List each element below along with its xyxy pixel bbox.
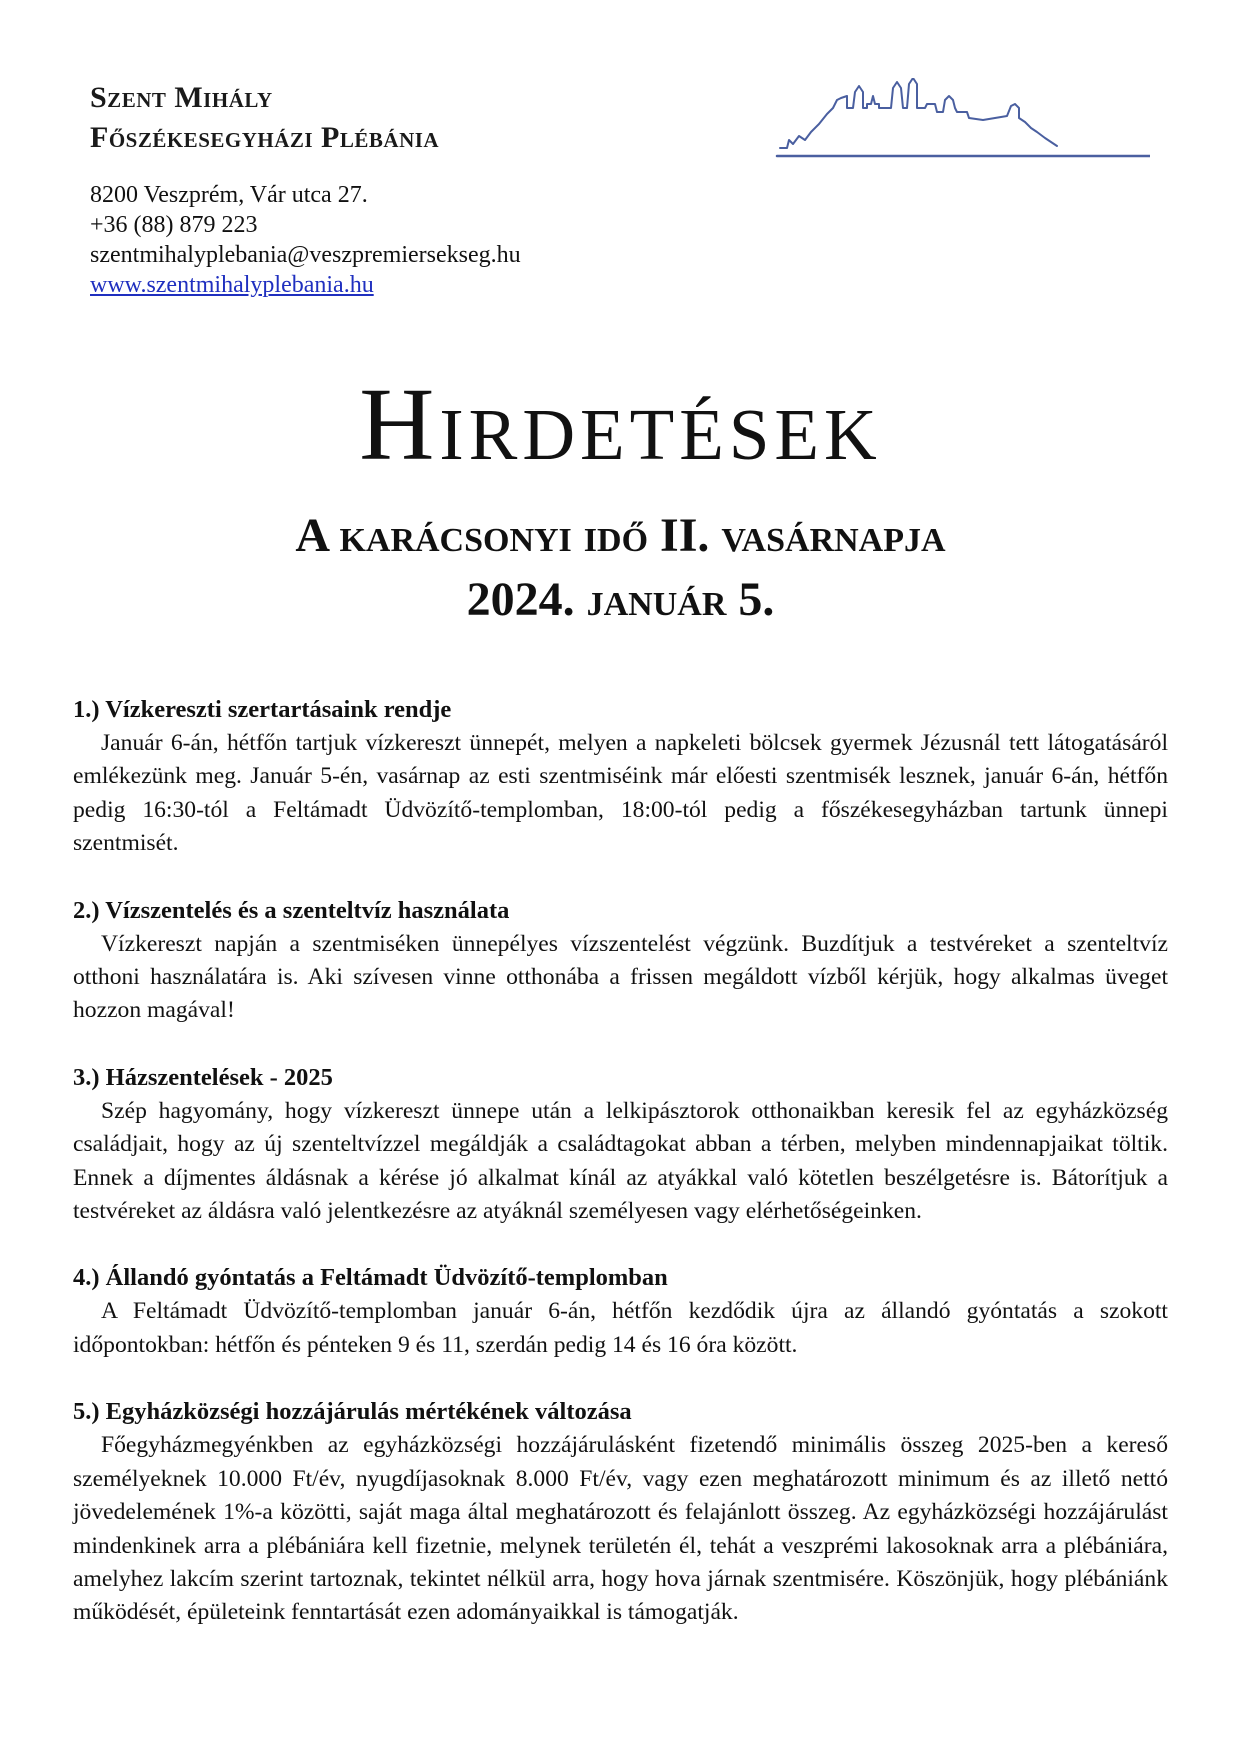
section-heading: 3.) Házszentelések - 2025: [73, 1063, 333, 1091]
section-body: Szép hagyomány, hogy vízkereszt ünnepe után a lelkipásztorok otthonaikban keresik fel az egyházközség családjait, hogy az új szenteltvízzel megáldják a családtagokat abban a térben, melyben mindennapjaikat töltik. Ennek a díjmentes áldásnak a kérése jó alkalmat kínál az atyákkal való kötetlen beszélgetésre is. Bátorítjuk a testvéreket az áldásra való jelentkezésre az atyáknál személyesen vagy elérhetőségeinken.: [73, 1097, 1168, 1225]
castle-skyline-icon: [775, 78, 1150, 174]
website-link[interactable]: www.szentmihalyplebania.hu: [90, 272, 374, 298]
page-date: 2024. január 5.: [466, 573, 775, 626]
announcement-section: [73, 693, 1168, 861]
section-heading: 5.) Egyházközségi hozzájárulás mértékének változása: [73, 1398, 632, 1426]
parish-name-line1: Szent Mihály: [90, 81, 273, 114]
announcement-section: [73, 1261, 1168, 1362]
announcement-section: [73, 894, 1168, 1028]
section-heading: 4.) Állandó gyóntatás a Feltámadt Üdvözítő-templomban: [73, 1264, 668, 1292]
section-body: Főegyházmegyénkben az egyházközségi hozzájárulásként fizetendő minimális összeg 2025-ben a kereső személyeknek 10.000 Ft/év, nyugdíjasoknak 8.000 Ft/év, vagy ezen meghatározott minimum és az illető nettó jövedelemének 1%-a közötti, saját maga által meghatározott és felajánlott összeg. Az egyházközségi hozzájárulást mindenkinek arra a plébániára kell fizetnie, melynek területén él, tehát a veszprémi lakosoknak arra a plébániára, amelyhez lakcím szerint tartoznak, tekintet nélkül arra, hogy hova járnak szentmisére. Köszönjük, hogy plébániánk működését, épületeink fenntartását ezen adományaikkal is támogatják.: [73, 1432, 1168, 1626]
section-heading: 2.) Vízszentelés és a szenteltvíz használata: [73, 896, 510, 924]
phone-line: +36 (88) 879 223: [90, 212, 258, 238]
parish-name-line2: Főszékesegyházi Plébánia: [90, 121, 440, 154]
section-heading: 1.) Vízkereszti szertartásaink rendje: [73, 696, 452, 723]
address-line: 8200 Veszprém, Vár utca 27.: [90, 182, 368, 208]
contact-block: [90, 180, 521, 300]
letterhead: [90, 78, 1150, 174]
announcement-section: [73, 1061, 1168, 1229]
announcement-section: [73, 1395, 1168, 1629]
email-line: szentmihalyplebania@veszpremiersekseg.hu: [90, 242, 521, 268]
section-body: Vízkereszt napján a szentmiséken ünnepélyes vízszentelést végzünk. Buzdítjuk a testvéreket a szenteltvíz otthoni használatára is. Aki szívesen vinne otthonába a frissen megáldott vízből kérjük, hogy alkalmas üveget hozzon magával!: [73, 930, 1168, 1024]
parish-name: [90, 78, 439, 158]
page-title: Hirdetések: [359, 367, 882, 482]
announcements: [73, 693, 1168, 1663]
section-body: A Feltámadt Üdvözítő-templomban január 6-án, hétfőn kezdődik újra az állandó gyóntatás a szokott időpontokban: hétfőn és pénteken 9 és 11, szerdán pedig 14 és 16 óra között.: [73, 1298, 1168, 1358]
section-body: Január 6-án, hétfőn tartjuk vízkereszt ünnepét, melyen a napkeleti bölcsek gyermek Jézusnál tett látogatásáról emlékezünk meg. Január 5-én, vasárnap az esti szentmiséink már előesti szentmisék lesznek, január 6-án, hétfőn pedig 16:30-tól a Feltámadt Üdvözítő-templomban, 18:00-tól pedig a főszékesegyházban tartunk ünnepi szentmisét.: [73, 730, 1168, 857]
page-subtitle: A karácsonyi idő II. vasárnapja: [295, 509, 946, 562]
